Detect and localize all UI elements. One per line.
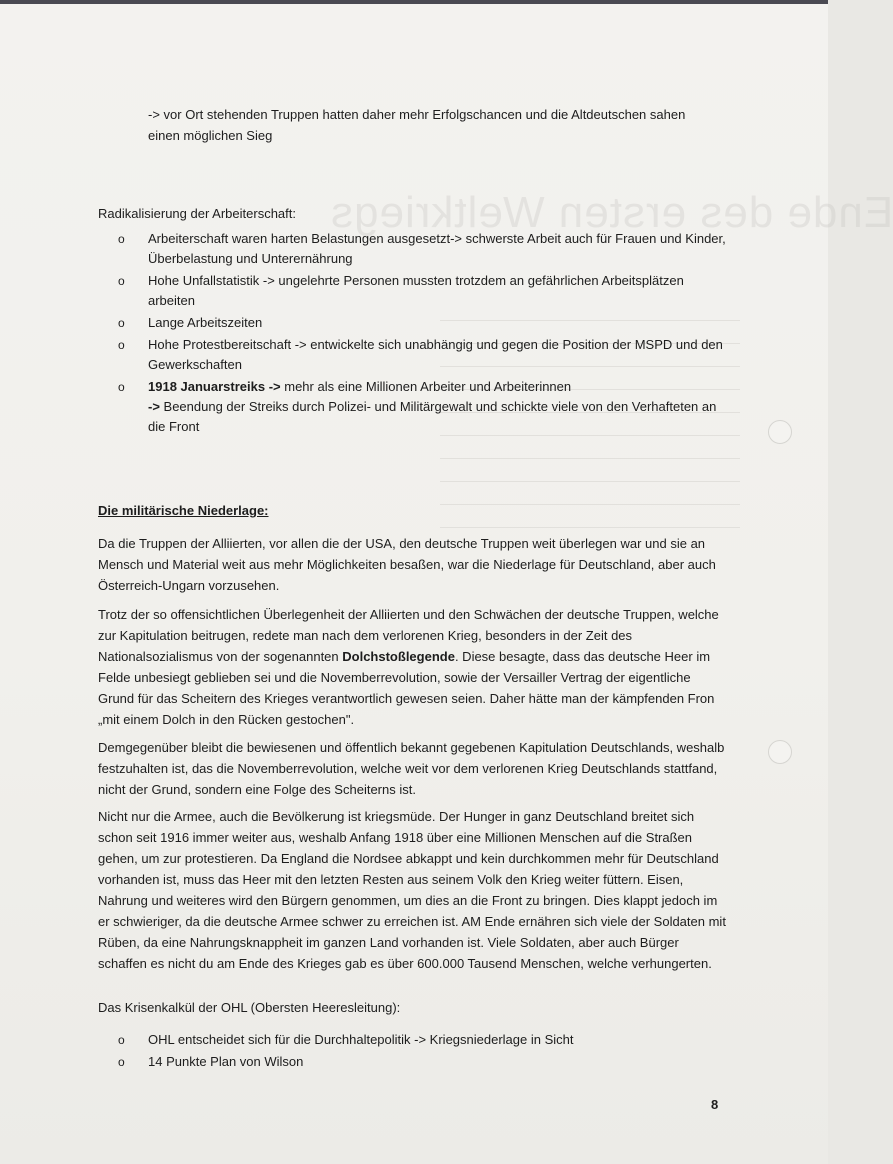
paragraph bbox=[98, 604, 728, 730]
bullet-marker: o bbox=[118, 232, 125, 246]
section-title-radicalization: Radikalisierung der Arbeiterschaft: bbox=[98, 206, 296, 221]
list-item-text: Lange Arbeitszeiten bbox=[148, 315, 263, 330]
list-item-sub-bold: -> bbox=[148, 399, 160, 414]
paragraph-text: . Diese besagte, dass das deutsche Heer im Felde unbesiegt geblieben sei und die Novemberrevolution, sowie der Versailler Vertrag der eigentliche Grund für das Scheitern des Krieges verantwortlich gewesen seien. Daher hätte man der kämpfenden Fron „mit einem Dolch in den Rücken gestochen". bbox=[98, 649, 715, 727]
bullet-marker: o bbox=[118, 1033, 125, 1047]
scan-top-edge bbox=[0, 0, 828, 4]
paragraph-text: Trotz der so offensichtlichen Überlegenheit der Alliierten und den Schwächen der deutsche Truppen, welche zur Kapitulation beitrugen, redete man nach dem verlorenen Krieg, besonders in der Zeit des Nationalsozialismus von der sogenannten bbox=[98, 607, 719, 664]
bullet-marker: o bbox=[118, 1055, 125, 1069]
bullet-marker: o bbox=[118, 338, 125, 352]
list-item-text: OHL entscheidet sich für die Durchhaltepolitik -> Kriegsniederlage in Sicht bbox=[148, 1032, 574, 1047]
list-item-text: Hohe Unfallstatistik -> ungelehrte Personen mussten trotzdem an gefährlichen Arbeitsplätzen arbeiten bbox=[148, 273, 684, 308]
list-item-text: 14 Punkte Plan von Wilson bbox=[148, 1054, 304, 1069]
list-item bbox=[118, 313, 728, 333]
intro-paragraph bbox=[148, 104, 728, 146]
section-heading-military-defeat: Die militärische Niederlage: bbox=[98, 503, 269, 518]
list-item-text: Hohe Protestbereitschaft -> entwickelte sich unabhängig und gegen die Position der MSPD und den Gewerkschaften bbox=[148, 337, 723, 372]
bullet-marker: o bbox=[118, 274, 125, 288]
bleed-through-text: Ende des ersten Weltkriegs bbox=[330, 188, 893, 237]
punch-hole-top bbox=[768, 420, 792, 444]
list-item-bold: 1918 Januarstreiks -> bbox=[148, 379, 281, 394]
list-item bbox=[118, 271, 728, 311]
list-item-sub-text: Beendung der Streiks durch Polizei- und Militärgewalt und schickte viele von den Verhafteten an die Front bbox=[148, 399, 717, 434]
list-item bbox=[118, 1052, 728, 1072]
ohl-list bbox=[118, 1030, 728, 1074]
list-item-text: Arbeiterschaft waren harten Belastungen ausgesetzt-> schwerste Arbeit auch für Frauen und Kinder, Überbelastung und Unterernährung bbox=[148, 231, 726, 266]
list-item bbox=[118, 229, 728, 269]
paragraph: Das Krisenkalkül der OHL (Obersten Heeresleitung): bbox=[98, 1000, 401, 1015]
paragraph: Nicht nur die Armee, auch die Bevölkerung ist kriegsmüde. Der Hunger in ganz Deutschland breitet sich schon seit 1916 immer weiter aus, weshalb Anfang 1918 über eine Millionen Menschen auf die Straßen gehen, um zur protestieren. Da England die Nordsee abkappt und kein durchkommen mehr für Deutschland vorhanden ist, muss das Heer mit den letzten Resten aus seinem Volk den Krieg weiter füttern. Eisen, Nahrung und weiteres wird den Bürgern genommen, um dies an die Front zu bringen. Dies klappt jedoch im er schwieriger, da die deutsche Armee schwer zu erreichen ist. AM Ende ernähren sich viele der Soldaten mit Rüben, da eine Nahrungsknappheit im ganzen Land vorhanden ist. Viele Soldaten, aber auch Bürger schaffen es nicht du am Ende des Krieges gab es über 600.000 Tausend Menschen, welche verhungerten. bbox=[98, 809, 726, 971]
list-item-text: mehr als eine Millionen Arbeiter und Arbeiterinnen bbox=[280, 379, 572, 394]
term-dolchstosslegende: Dolchstoßlegende bbox=[342, 649, 455, 664]
punch-hole-bottom bbox=[768, 740, 792, 764]
page-number: 8 bbox=[711, 1097, 719, 1112]
list-item bbox=[118, 335, 728, 375]
radicalization-list bbox=[118, 229, 728, 439]
paragraph: Demgegenüber bleibt die bewiesenen und öffentlich bekannt gegebenen Kapitulation Deutschlands, weshalb festzuhalten ist, das die Novemberrevolution, welche weit vor dem verlorenen Krieg Deutschlands stattfand, nicht der Grund, sondern eine Folge des Scheiterns ist. bbox=[98, 740, 725, 797]
list-item bbox=[118, 377, 728, 437]
bullet-marker: o bbox=[118, 316, 125, 330]
bullet-marker: o bbox=[118, 380, 125, 394]
intro-line-1: -> vor Ort stehenden Truppen hatten daher mehr Erfolgschancen und die Altdeutschen sahen bbox=[148, 107, 686, 122]
paragraph: Da die Truppen der Alliierten, vor allen die der USA, den deutsche Truppen weit überlegen war und sie an Mensch und Material weit aus mehr Möglichkeiten besaßen, war die Niederlage für Deutschland, aber auch Österreich-Ungarn vorzusehen. bbox=[98, 536, 716, 593]
list-item bbox=[118, 1030, 728, 1050]
intro-line-2: einen möglichen Sieg bbox=[148, 128, 273, 143]
